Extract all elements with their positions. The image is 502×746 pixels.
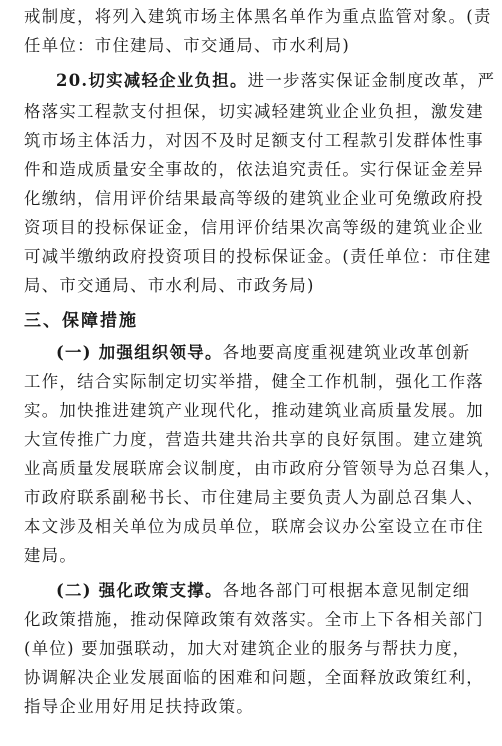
paragraph-line: 协调解决企业发展面临的困难和问题，全面释放政策红利， xyxy=(24,668,484,687)
paragraph-line: 可减半缴纳政府投资项目的投标保证金。(责任单位：市住建 xyxy=(24,247,492,266)
paragraph-line: 大宣传推广力度，营造共建共治共享的良好氛围。建立建筑 xyxy=(24,430,484,449)
paragraph-line: 市政府联系副秘书长、市住建局主要负责人为副总召集人、 xyxy=(24,488,484,507)
subsection-heading: (二) 强化政策支撑。 xyxy=(56,581,223,600)
paragraph-first-line xyxy=(56,68,496,94)
paragraph-line: 实。加快推进建筑产业现代化，推动建筑业高质量发展。加 xyxy=(24,401,484,420)
paragraph-line: 本文涉及相关单位为成员单位，联席会议办公室设立在市住 xyxy=(24,517,484,536)
paragraph-line: 资项目的投标保证金，信用评价结果次高等级的建筑业企业 xyxy=(24,218,484,237)
paragraph-line: 戒制度，将列入建筑市场主体黑名单作为重点监管对象。(责 xyxy=(24,7,492,26)
paragraph-line: 局、市交通局、市水利局、市政务局) xyxy=(24,276,315,295)
paragraph-text: 进一步落实保证金制度改革，严 xyxy=(247,71,496,90)
item-20-heading: 20.切实减轻企业负担。 xyxy=(56,71,248,90)
paragraph-first-line xyxy=(56,340,471,366)
paragraph-line: 业高质量发展联席会议制度，由市政府分管领导为总召集人， xyxy=(24,459,502,478)
paragraph-line: 筑市场主体活力，对因不及时足额支付工程款引发群体性事 xyxy=(24,131,484,150)
paragraph-line: 工作，结合实际制定切实举措，健全工作机制，强化工作落 xyxy=(24,372,484,391)
paragraph-line: 件和造成质量安全事故的，依法追究责任。实行保证金差异 xyxy=(24,160,484,179)
paragraph-line: 任单位：市住建局、市交通局、市水利局) xyxy=(24,36,351,55)
subsection-heading: (一) 加强组织领导。 xyxy=(56,343,223,362)
paragraph-text: 各地要高度重视建筑业改革创新 xyxy=(222,343,471,362)
paragraph-text: 各地各部门可根据本意见制定细 xyxy=(222,581,471,600)
paragraph-line: 格落实工程款支付担保，切实减轻建筑业企业负担，激发建 xyxy=(24,102,484,121)
section-heading: 三、保障措施 xyxy=(24,311,138,331)
paragraph-line: 化缴纳，信用评价结果最高等级的建筑业企业可免缴政府投 xyxy=(24,189,484,208)
paragraph-line: 建局。 xyxy=(24,546,78,565)
paragraph-line: 指导企业用好用足扶持政策。 xyxy=(24,697,254,716)
paragraph-line: (单位) 要加强联动，加大对建筑企业的服务与帮扶力度， xyxy=(24,639,471,658)
paragraph-line: 化政策措施，推动保障政策有效落实。全市上下各相关部门 xyxy=(24,610,484,629)
paragraph-first-line xyxy=(56,578,471,604)
